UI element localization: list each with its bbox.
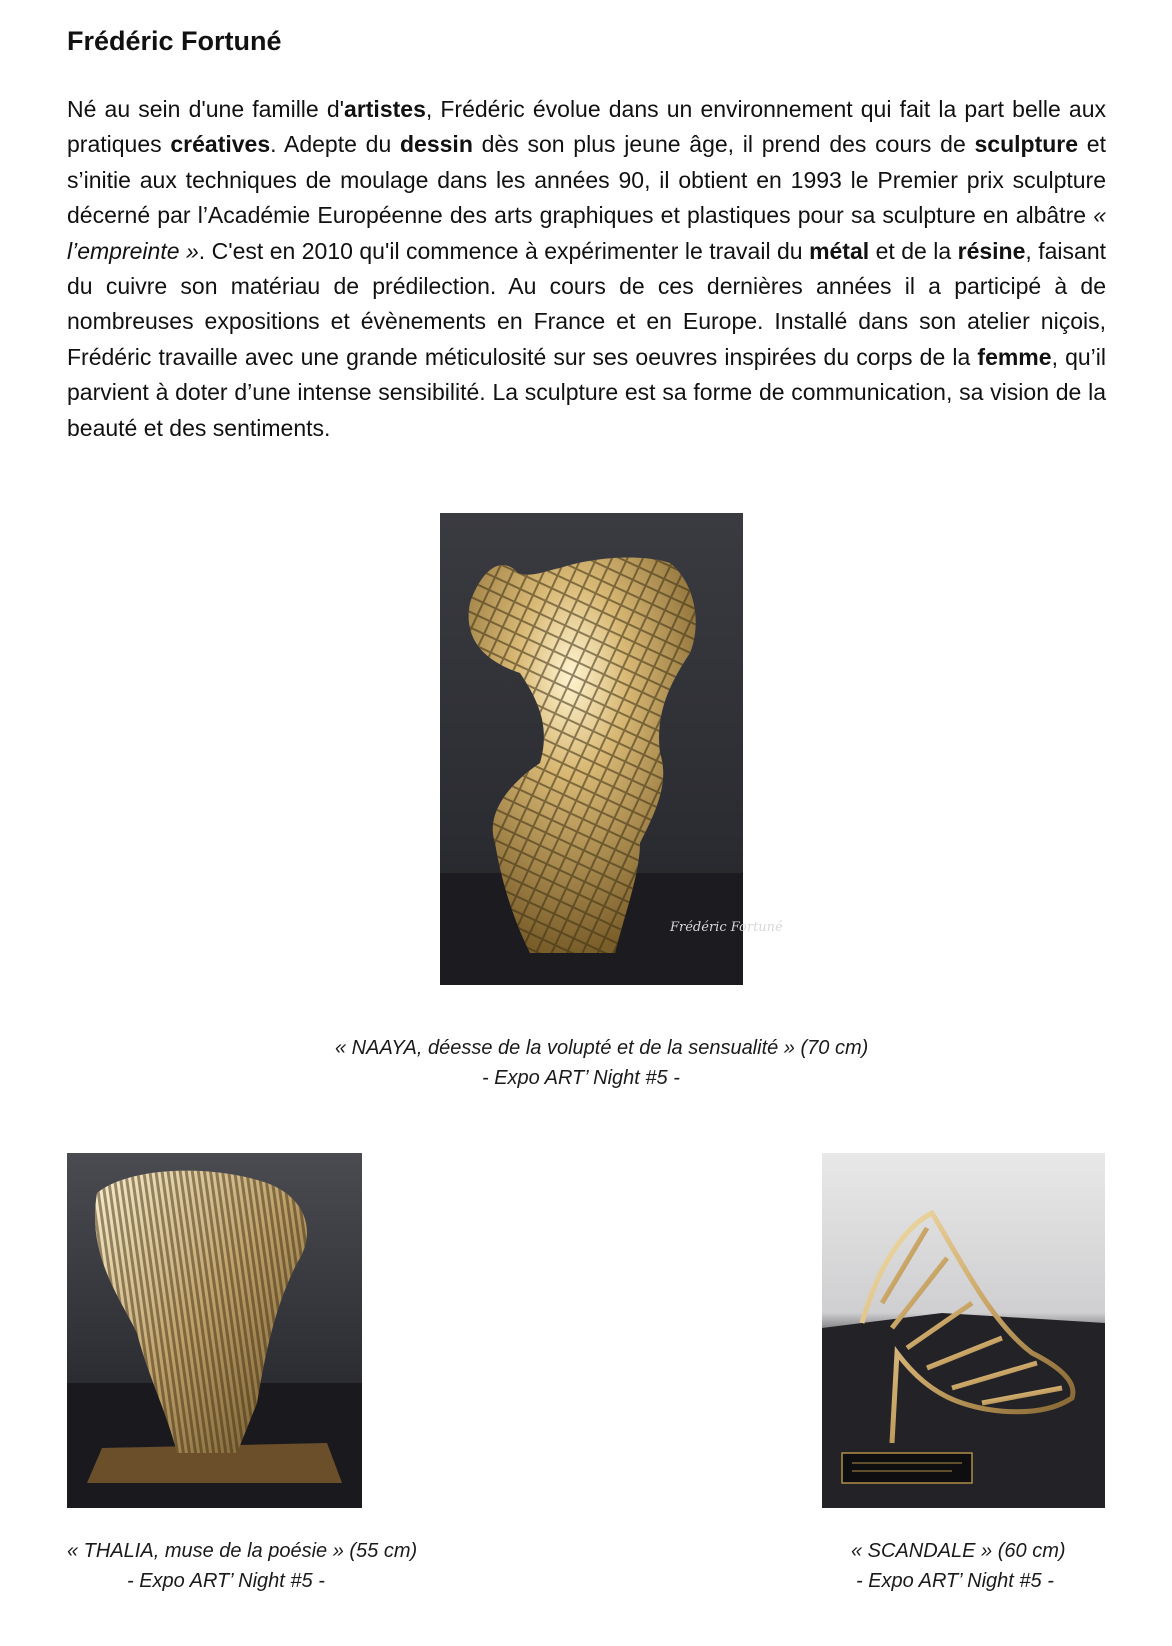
page-title: Frédéric Fortuné [67,26,282,56]
bio-segment: . C'est en 2010 qu'il commence à expérimenter le travail du [198,237,810,264]
thalia-caption-expo: - Expo ART’ Night #5 - [127,1570,325,1592]
bio-segment: dessin [400,131,473,158]
naaya-image [440,513,783,985]
artist-biography [67,92,1106,446]
scandale-caption-title: « SCANDALE » (60 cm) [851,1540,1066,1562]
bio-segment: femme [977,343,1052,370]
scandale-image [822,1153,1105,1508]
scandale-caption-expo: - Expo ART’ Night #5 - [856,1570,1054,1592]
thalia-caption-title: « THALIA, muse de la poésie » (55 cm) [67,1540,418,1562]
bio-segment: , faisant du cuivre son matériau de prédilection. Au cours de ces dernières années il a participé à de nombreuses expositions et évènements en France et en Europe. Installé dans son atelier niçois, Frédéric travaille avec une grande méticulosité sur ses oeuvres inspirées du corps de la [67,237,1106,370]
bio-segment: et de la [869,237,958,264]
bio-segment: créatives [170,131,271,158]
bio-segment: Né au sein d'une famille d' [67,96,345,122]
artist-signature: Frédéric Fortuné [670,920,783,935]
bio-segment: et s’initie aux techniques de moulage dans les années 90, il obtient en 1993 le Premier prix sculpture décerné par l’Académie Européenne des arts graphiques et plastiques pour sa sculpture en albâtre [67,131,1106,229]
bio-segment: , Frédéric évolue dans un environnement qui fait la part belle aux pratiques [67,96,1106,158]
bio-segment: dès son plus jeune âge, il prend des cours de [472,131,975,158]
bio-segment: artistes [344,96,426,122]
thalia-image [67,1153,362,1508]
thalia-sculpture-photo [67,1153,362,1508]
bio-segment: « l’empreinte » [67,202,1106,264]
bio-segment: sculpture [974,131,1079,158]
display-plaque [842,1453,972,1483]
naaya-sculpture-photo [440,513,783,985]
bio-segment: résine [957,237,1026,264]
scandale-sculpture-photo [822,1153,1105,1508]
bio-segment: . Adepte du [270,131,400,158]
naaya-caption-expo: - Expo ART’ Night #5 - [482,1067,680,1089]
bio-segment: , qu’il parvient à doter d’une intense sensibilité. La sculpture est sa forme de communication, sa vision de la beauté et des sentiments. [67,343,1106,441]
bio-segment: métal [809,237,870,264]
naaya-caption-title: « NAAYA, déesse de la volupté et de la sensualité » (70 cm) [335,1037,869,1059]
